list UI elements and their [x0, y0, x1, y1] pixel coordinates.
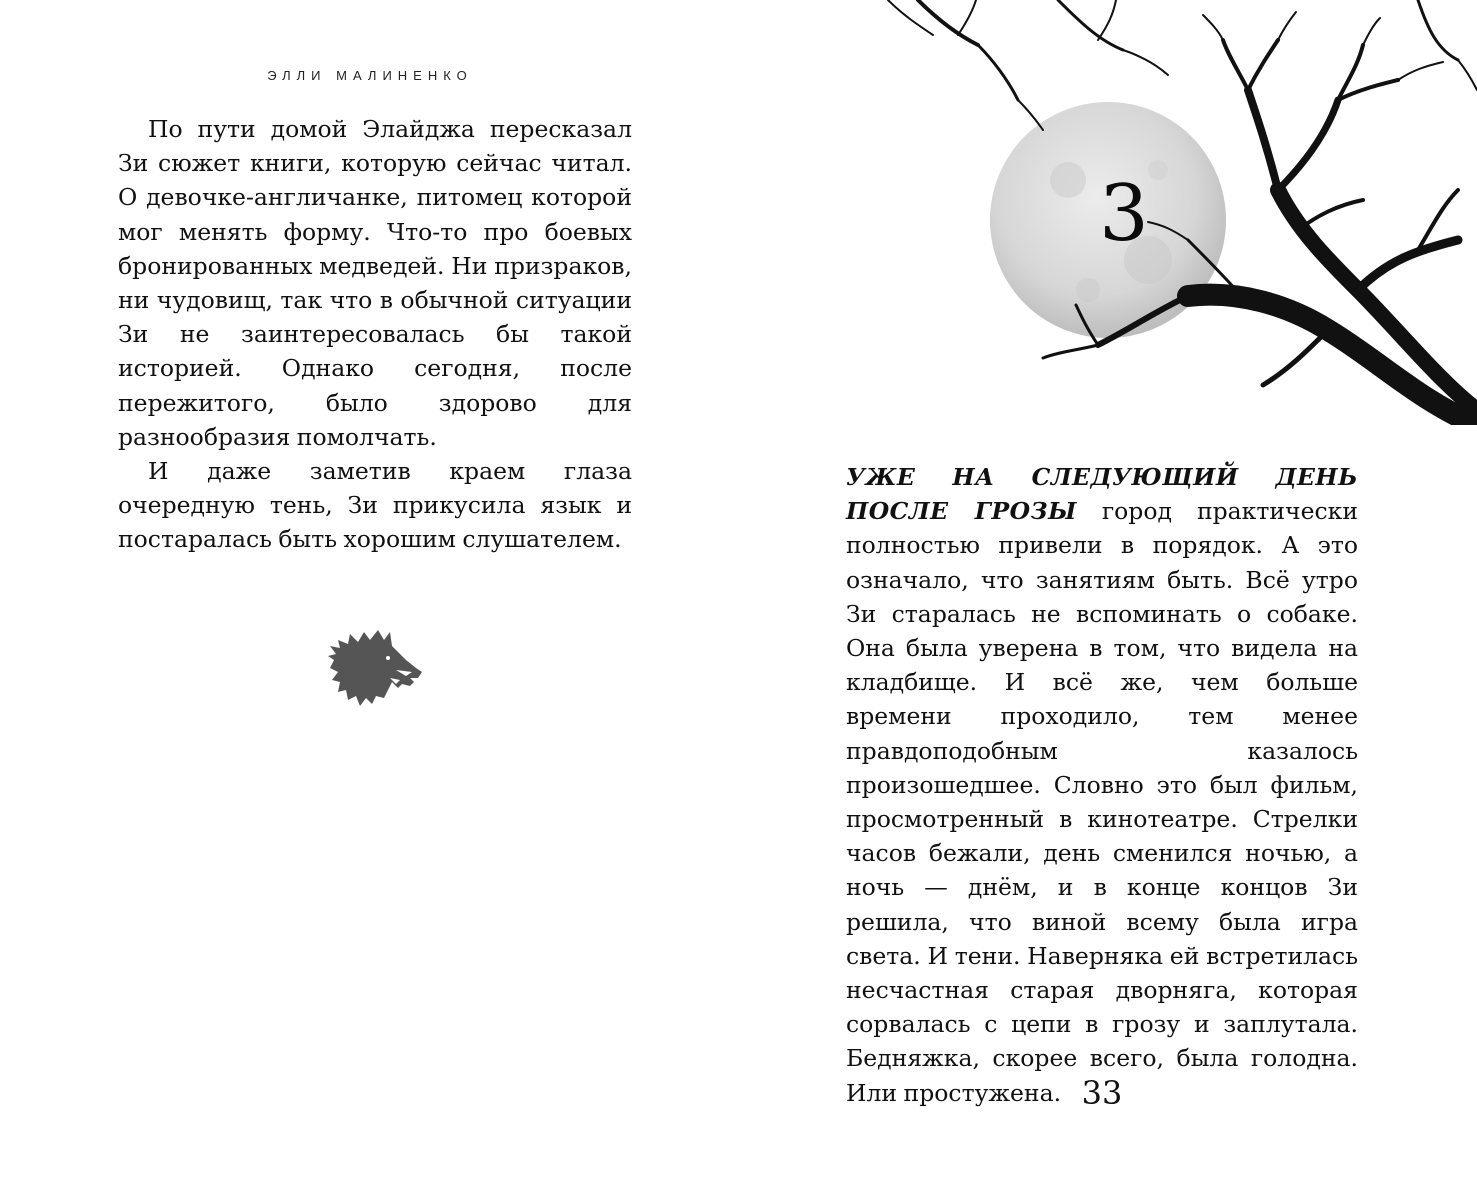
running-head-author: ЭЛЛИ МАЛИНЕНКО: [267, 68, 473, 83]
paragraph-2: И даже заметив краем глаза очередную тень, Зи прикусила язык и постаралась быть хорошим слушателем.: [118, 457, 632, 554]
right-page-body: [846, 460, 1358, 1110]
left-page: [0, 0, 738, 1182]
left-page-body: [118, 112, 632, 557]
chapter-paragraph-text: город практически полностью привели в порядок. А это означало, что занятиям быть. Всё утро Зи старалась не вспоминать о собаке. Она была уверена в том, что видела на кладбище. И всё же, чем больше времени проходило, тем менее правдоподобным казалось произошедшее. Словно это был фильм, просмотренный в кинотеатре. Стрелки часов бежали, день сменился ночью, а ночь — днём, и в конце концов Зи решила, что виной всему была игра света. И тени. Наверняка ей встретилась несчастная старая дворняга, которая сорвалась с цепи в грозу и заплутала. Бедняжка, скорее всего, была голодна. Или простужена.: [846, 497, 1358, 1107]
wolf-head-icon: [326, 626, 424, 708]
paragraph-1: По пути домой Элайджа пересказал Зи сюжет книги, которую сейчас читал. О девочке-англичанке, питомец которой мог менять форму. Что-то про боевых бронированных медведей. Ни призраков, ни чудовищ, так что в обычной ситуации Зи не заинтересовалась бы такой историей. Однако сегодня, после пережитого, было здорово для разнообразия помолчать.: [118, 115, 632, 451]
right-page: [738, 0, 1477, 1182]
chapter-number: 3: [1099, 169, 1149, 259]
page-number: 33: [1081, 1074, 1123, 1112]
chapter-opening-paragraph: [846, 460, 1358, 1110]
chapter-lead-in: УЖЕ НА СЛЕДУЮЩИЙ ДЕНЬ ПОСЛЕ ГРОЗЫ: [846, 463, 1358, 526]
